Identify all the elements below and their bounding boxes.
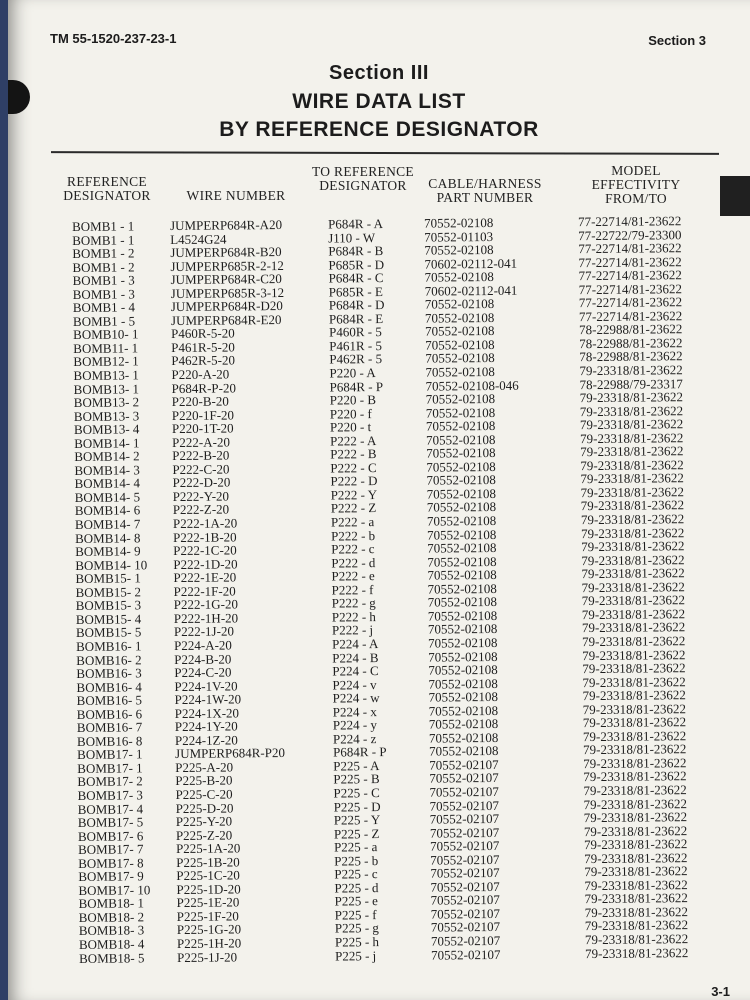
cable-harness-cell: 70552-02108	[427, 607, 498, 624]
model-effectivity-cell: 79-23318/81-23622	[583, 768, 687, 785]
cable-harness-cell: 70552-02107	[430, 851, 500, 868]
model-effectivity-cell: 79-23318/81-23622	[584, 917, 689, 934]
to-reference-designator-cell: P224 - C	[332, 663, 379, 679]
cable-harness-cell: 70552-02108	[427, 580, 497, 597]
model-effectivity-cell: 79-23318/81-23622	[584, 944, 689, 961]
reference-designator-cell: BOMB12- 1	[73, 353, 139, 370]
model-effectivity-cell: 79-23318/81-23622	[581, 605, 686, 622]
reference-designator-cell: BOMB18- 2	[78, 909, 145, 925]
cable-harness-cell: 70552-02108	[425, 336, 495, 353]
reference-designator-cell: BOMB14- 8	[74, 529, 141, 546]
model-effectivity-cell: 79-23318/81-23622	[579, 362, 683, 379]
to-reference-designator-cell: P684R - B	[328, 243, 384, 259]
model-effectivity-cell: 79-23318/81-23622	[582, 727, 687, 744]
cable-harness-cell: 70552-02107	[430, 932, 501, 949]
wire-number-cell: P222-D-20	[172, 474, 231, 491]
to-reference-designator-cell: P685R - D	[328, 256, 385, 273]
to-reference-designator-cell: P225 - C	[333, 785, 380, 801]
to-reference-designator-cell: P225 - j	[335, 947, 377, 964]
reference-designator-cell: BOMB17- 2	[77, 773, 143, 790]
cable-harness-cell: 70552-02108	[425, 350, 495, 367]
reference-designator-cell: BOMB16- 5	[76, 692, 143, 709]
cable-harness-cell: 70552-02108	[427, 621, 498, 638]
reference-designator-cell: BOMB17- 7	[77, 841, 144, 858]
cable-harness-cell: 70552-02108	[424, 309, 495, 326]
model-effectivity-cell: 79-23318/81-23622	[580, 484, 684, 501]
to-reference-designator-cell: P222 - j	[331, 622, 374, 638]
cable-harness-cell: 70552-02107	[429, 783, 499, 800]
wire-number-cell: P225-C-20	[175, 786, 233, 803]
reference-designator-cell: BOMB13- 2	[73, 394, 140, 411]
cable-harness-cell: 70552-02107	[430, 865, 500, 881]
model-effectivity-cell: 79-23318/81-23622	[584, 904, 689, 921]
reference-designator-cell: BOMB16- 7	[76, 719, 143, 736]
wire-number-cell: P222-B-20	[172, 447, 230, 464]
to-reference-designator-cell: P225 - h	[334, 934, 380, 950]
reference-designator-cell: BOMB17- 10	[78, 882, 151, 898]
cable-harness-cell: 70552-02108	[428, 675, 498, 692]
to-reference-designator-cell: J110 - W	[328, 229, 376, 246]
model-effectivity-cell: 79-23318/81-23622	[582, 660, 686, 677]
to-reference-designator-cell: P222 - B	[330, 446, 377, 462]
cable-harness-cell: 70552-02108	[428, 648, 498, 665]
model-effectivity-cell: 79-23318/81-23622	[580, 456, 684, 473]
cable-harness-cell: 70552-02107	[430, 905, 501, 922]
model-effectivity-cell: 79-23318/81-23622	[581, 592, 686, 609]
cable-harness-cell: 70552-02108-046	[425, 377, 519, 394]
to-reference-designator-cell: P461R - 5	[329, 337, 383, 354]
reference-designator-cell: BOMB17- 1	[77, 746, 143, 763]
wire-number-cell: P222-1D-20	[173, 556, 238, 572]
to-reference-designator-cell: P225 - g	[334, 920, 379, 936]
to-reference-designator-cell: P224 - y	[332, 717, 377, 733]
cable-harness-cell: 70552-02108	[427, 594, 498, 610]
reference-designator-cell: BOMB14- 1	[74, 435, 140, 451]
to-reference-designator-cell: P222 - A	[330, 432, 377, 449]
to-reference-designator-cell: P222 - f	[331, 581, 374, 598]
wire-number-cell: JUMPERP685R-2-12	[170, 257, 284, 274]
header-rule	[51, 151, 719, 155]
reference-designator-cell: BOMB14- 5	[74, 489, 141, 505]
model-effectivity-cell: 78-22988/81-23622	[579, 348, 683, 365]
wire-number-cell: JUMPERP684R-D20	[170, 298, 283, 315]
to-reference-designator-cell: P224 - v	[332, 676, 377, 693]
wire-number-cell: P462R-5-20	[171, 352, 235, 369]
manual-page	[8, 0, 750, 1000]
to-reference-designator-cell: P225 - A	[333, 757, 380, 774]
reference-designator-cell: BOMB17- 3	[77, 787, 143, 803]
cable-harness-cell: 70552-02108	[426, 445, 496, 461]
model-effectivity-cell: 79-23318/81-23622	[580, 443, 684, 460]
to-reference-designator-cell: P222 - Y	[330, 487, 378, 503]
to-reference-designator-cell: P225 - Y	[333, 812, 381, 828]
to-reference-designator-cell: P222 - Z	[330, 500, 377, 517]
to-reference-designator-cell: P220 - f	[329, 405, 372, 422]
cable-harness-cell: 70552-02107	[429, 797, 500, 814]
wire-number-cell: L4524G24	[170, 231, 227, 247]
reference-designator-cell: BOMB1 - 1	[71, 218, 135, 234]
cable-harness-cell: 70552-02108	[428, 729, 499, 746]
model-effectivity-cell: 79-23318/81-23622	[584, 931, 689, 948]
model-effectivity-cell: 79-23318/81-23622	[581, 619, 686, 636]
reference-designator-cell: BOMB1 - 3	[72, 286, 135, 302]
model-effectivity-cell: 77-22714/81-23622	[578, 267, 682, 284]
reference-designator-cell: BOMB14- 7	[74, 516, 141, 533]
column-header-model-effectivity: MODEL EFFECTIVITY FROM/TO	[591, 163, 681, 206]
model-effectivity-cell: 79-23318/81-23622	[581, 538, 685, 555]
column-header-reference-designator: REFERENCE DESIGNATOR	[63, 174, 151, 203]
wire-number-cell: P222-Z-20	[172, 501, 230, 518]
wire-number-cell: P225-B-20	[175, 772, 233, 789]
reference-designator-cell: BOMB17- 5	[77, 814, 144, 831]
model-effectivity-cell: 79-23318/81-23622	[584, 876, 688, 893]
wire-number-cell: JUMPERP684R-C20	[170, 271, 282, 288]
to-reference-designator-cell: P220 - B	[329, 392, 377, 408]
model-effectivity-cell: 79-23318/81-23622	[579, 402, 684, 419]
model-effectivity-cell: 79-23318/81-23622	[581, 551, 685, 568]
wire-number-cell: P222-1H-20	[173, 610, 239, 626]
section-label: Section 3	[648, 33, 706, 48]
cable-harness-cell: 70552-02108	[428, 716, 499, 732]
to-reference-designator-cell: P225 - a	[333, 839, 378, 855]
model-effectivity-cell: 79-23318/81-23622	[580, 497, 685, 514]
to-reference-designator-cell: P222 - a	[330, 514, 375, 530]
model-effectivity-cell: 78-22988/79-23317	[579, 375, 683, 392]
cable-harness-cell: 70552-02107	[430, 892, 500, 908]
wire-number-cell: P225-1E-20	[176, 894, 240, 911]
section-title: Section III	[329, 62, 429, 84]
reference-designator-cell: BOMB17- 9	[78, 868, 144, 885]
to-reference-designator-cell: P225 - D	[333, 798, 381, 815]
wire-number-cell: P225-1F-20	[176, 908, 239, 924]
reference-designator-cell: BOMB1 - 1	[72, 231, 135, 248]
reference-designator-cell: BOMB16- 3	[76, 665, 142, 682]
reference-designator-cell: BOMB18- 5	[79, 949, 145, 966]
to-reference-designator-cell: P222 - C	[330, 459, 377, 476]
model-effectivity-cell: 79-23318/81-23622	[581, 565, 685, 582]
reference-designator-cell: BOMB18- 1	[78, 895, 145, 912]
cable-harness-cell: 70552-02107	[430, 946, 501, 963]
model-effectivity-cell: 79-23318/81-23622	[584, 863, 688, 880]
wire-number-cell: P222-A-20	[172, 434, 230, 450]
reference-designator-cell: BOMB13- 3	[73, 408, 140, 424]
to-reference-designator-cell: P222 - b	[330, 527, 376, 544]
wire-number-cell: P224-1V-20	[174, 678, 238, 694]
cable-harness-cell: 70552-02108	[427, 567, 497, 583]
cable-harness-cell: 70552-02108	[428, 634, 498, 651]
to-reference-designator-cell: P222 - h	[331, 608, 376, 625]
cable-harness-cell: 70552-02108	[428, 702, 499, 719]
cable-harness-cell: 70552-02108	[429, 743, 499, 759]
to-reference-designator-cell: P225 - f	[334, 906, 377, 923]
wire-number-cell: JUMPERP684R-E20	[170, 311, 282, 328]
wire-number-cell: P222-Y-20	[172, 488, 230, 504]
to-reference-designator-cell: P684R - C	[328, 270, 384, 286]
wire-number-cell: P225-1B-20	[176, 854, 240, 870]
reference-designator-cell: BOMB16- 4	[76, 678, 142, 695]
cable-harness-cell: 70552-02107	[429, 770, 499, 787]
to-reference-designator-cell: P224 - B	[332, 649, 379, 666]
model-effectivity-cell: 79-23318/81-23622	[583, 809, 688, 826]
wire-number-cell: P225-A-20	[175, 759, 234, 775]
wire-number-cell: P224-1W-20	[174, 691, 242, 708]
reference-designator-cell: BOMB18- 4	[78, 936, 145, 952]
to-reference-designator-cell: P462R - 5	[329, 351, 383, 368]
wire-number-cell: P222-1C-20	[173, 542, 237, 559]
cable-harness-cell: 70552-02108	[426, 499, 497, 516]
cable-harness-cell: 70552-02108	[425, 418, 496, 434]
reference-designator-cell: BOMB14- 6	[74, 502, 141, 519]
wire-number-cell: P222-1B-20	[172, 529, 237, 545]
reference-designator-cell: BOMB13- 1	[73, 380, 140, 397]
model-effectivity-cell: 79-23318/81-23622	[581, 633, 686, 650]
to-reference-designator-cell: P460R - 5	[329, 324, 382, 340]
model-effectivity-cell: 79-23318/81-23622	[583, 795, 687, 812]
cable-harness-cell: 70552-02108	[425, 323, 495, 339]
wire-number-cell: P461R-5-20	[171, 339, 235, 355]
to-reference-designator-cell: P222 - c	[331, 541, 375, 557]
reference-designator-cell: BOMB17- 1	[77, 760, 143, 776]
to-reference-designator-cell: P684R - D	[328, 297, 385, 313]
reference-designator-cell: BOMB1 - 5	[72, 313, 136, 329]
reference-designator-cell: BOMB15- 2	[75, 584, 142, 600]
list-subtitle: BY REFERENCE DESIGNATOR	[219, 118, 539, 141]
page-number: 3-1	[711, 984, 730, 999]
cable-harness-cell: 70552-02108	[427, 553, 497, 570]
wire-number-cell: P222-1E-20	[173, 569, 237, 586]
cable-harness-cell: 70552-02108	[425, 391, 496, 407]
to-reference-designator-cell: P684R - P	[329, 378, 384, 395]
wire-number-cell: P225-1D-20	[176, 881, 241, 897]
reference-designator-cell: BOMB1 - 2	[72, 245, 135, 262]
list-title: WIRE DATA LIST	[292, 90, 466, 113]
cable-harness-cell: 70552-01103	[424, 228, 494, 245]
wire-number-cell: P220-A-20	[171, 366, 230, 383]
model-effectivity-cell: 77-22714/81-23622	[578, 294, 683, 311]
reference-designator-cell: BOMB1 - 4	[72, 299, 136, 316]
cable-harness-cell: 70552-02108	[426, 512, 497, 529]
to-reference-designator-cell: P224 - w	[332, 690, 380, 706]
to-reference-designator-cell: P225 - e	[334, 893, 378, 909]
to-reference-designator-cell: P225 - B	[333, 771, 380, 787]
wire-number-cell: P460R-5-20	[171, 325, 235, 342]
wire-number-cell: P684R-P-20	[171, 379, 236, 396]
reference-designator-cell: BOMB17- 8	[78, 855, 144, 871]
model-effectivity-cell: 77-22714/81-23622	[578, 240, 682, 257]
to-reference-designator-cell: P224 - z	[332, 730, 377, 747]
wire-number-cell: P225-D-20	[175, 799, 234, 816]
reference-designator-cell: BOMB16- 2	[76, 651, 142, 668]
wire-number-cell: P222-1A-20	[172, 515, 238, 532]
cable-harness-cell: 70552-02108	[426, 472, 496, 488]
reference-designator-cell: BOMB14- 3	[74, 462, 140, 478]
cable-harness-cell: 70552-02108	[425, 363, 495, 380]
model-effectivity-cell: 79-23318/81-23622	[582, 700, 687, 717]
cable-harness-cell: 70552-02108	[426, 485, 497, 502]
wire-number-cell: P222-1F-20	[173, 583, 236, 599]
cable-harness-cell: 70602-02112-041	[424, 255, 518, 272]
wire-number-cell: P224-B-20	[174, 650, 232, 667]
reference-designator-cell: BOMB15- 4	[75, 611, 142, 627]
wire-number-cell: P225-1A-20	[175, 840, 241, 857]
wire-number-cell: JUMPERP684R-P20	[175, 745, 286, 762]
wire-number-cell: P225-Y-20	[175, 813, 233, 830]
cable-harness-cell: 70552-02107	[430, 919, 501, 936]
model-effectivity-cell: 79-23318/81-23622	[580, 429, 684, 446]
to-reference-designator-cell: P222 - D	[330, 473, 378, 489]
cable-harness-cell: 70602-02112-041	[424, 282, 518, 299]
model-effectivity-cell: 79-23318/81-23622	[584, 890, 688, 907]
cable-harness-cell: 70552-02108	[428, 689, 499, 705]
wire-data-table	[72, 214, 729, 965]
to-reference-designator-cell: P222 - g	[331, 595, 376, 611]
wire-number-cell: P225-Z-20	[175, 827, 233, 843]
reference-designator-cell: BOMB18- 3	[78, 922, 145, 939]
wire-number-cell: P224-1Z-20	[174, 732, 238, 748]
reference-designator-cell: BOMB13- 1	[73, 367, 139, 384]
cable-harness-cell: 70552-02108	[427, 540, 497, 556]
cable-harness-cell: 70552-02108	[426, 526, 497, 543]
wire-number-cell: P224-1X-20	[174, 705, 240, 721]
cable-harness-cell: 70552-02107	[429, 756, 499, 773]
model-effectivity-cell: 79-23318/81-23622	[583, 782, 687, 799]
reference-designator-cell: BOMB15- 1	[75, 570, 141, 587]
model-effectivity-cell: 79-23318/81-23622	[583, 741, 687, 758]
wire-number-cell: P220-1F-20	[171, 407, 235, 423]
column-header-to-reference-designator: TO REFERENCE DESIGNATOR	[312, 164, 414, 193]
model-effectivity-cell: 79-23318/81-23622	[582, 714, 687, 731]
model-effectivity-cell: 79-23318/81-23622	[581, 578, 685, 595]
section-tab-marker	[720, 176, 750, 216]
model-effectivity-cell: 79-23318/81-23622	[583, 822, 688, 839]
to-reference-designator-cell: P225 - b	[334, 852, 379, 869]
cable-harness-cell: 70552-02108	[424, 269, 494, 285]
model-effectivity-cell: 77-22722/79-23300	[578, 226, 682, 243]
to-reference-designator-cell: P220 - A	[329, 365, 376, 381]
cable-harness-cell: 70552-02107	[429, 810, 500, 827]
to-reference-designator-cell: P224 - A	[332, 636, 379, 652]
reference-designator-cell: BOMB16- 1	[76, 638, 142, 654]
model-effectivity-cell: 77-22714/81-23622	[578, 253, 682, 270]
model-effectivity-cell: 78-22988/81-23622	[579, 321, 683, 338]
reference-designator-cell: BOMB16- 6	[76, 706, 143, 722]
wire-number-cell: JUMPERP684R-A20	[169, 216, 283, 234]
reference-designator-cell: BOMB16- 8	[76, 733, 143, 749]
model-effectivity-cell: 79-23318/81-23622	[580, 511, 685, 528]
to-reference-designator-cell: P685R - E	[328, 283, 383, 300]
wire-number-cell: P220-1T-20	[171, 420, 234, 437]
to-reference-designator-cell: P225 - d	[334, 879, 379, 896]
column-header-cable-harness: CABLE/HARNESS PART NUMBER	[428, 176, 542, 205]
wire-number-cell: P225-1G-20	[176, 921, 242, 938]
reference-designator-cell: BOMB10- 1	[73, 326, 139, 343]
wire-number-cell: P222-C-20	[172, 461, 230, 477]
model-effectivity-cell: 79-23318/81-23622	[582, 687, 686, 704]
reference-designator-cell: BOMB15- 3	[75, 597, 142, 614]
wire-number-cell: P225-1H-20	[176, 935, 242, 952]
model-effectivity-cell: 79-23318/81-23622	[583, 836, 688, 853]
wire-number-cell: P225-1C-20	[176, 867, 240, 884]
model-effectivity-cell: 79-23318/81-23622	[580, 470, 684, 487]
to-reference-designator-cell: P224 - x	[332, 703, 377, 720]
model-effectivity-cell: 77-22714/81-23622	[577, 213, 682, 230]
model-effectivity-cell: 79-23318/81-23622	[583, 755, 687, 771]
cable-harness-cell: 70552-02107	[429, 824, 500, 841]
wire-number-cell: P225-1J-20	[177, 948, 238, 965]
model-effectivity-cell: 79-23318/81-23622	[579, 416, 684, 433]
column-header-wire-number: WIRE NUMBER	[186, 188, 286, 203]
model-effectivity-cell: 79-23318/81-23622	[584, 849, 688, 866]
cable-harness-cell: 70552-02108	[426, 431, 496, 448]
cable-harness-cell: 70552-02108	[426, 458, 496, 475]
model-effectivity-cell: 79-23318/81-23622	[580, 524, 685, 541]
wire-number-cell: P224-A-20	[174, 637, 232, 653]
wire-number-cell: JUMPERP684R-B20	[170, 244, 282, 261]
reference-designator-cell: BOMB14- 9	[75, 543, 141, 560]
tm-number: TM 55-1520-237-23-1	[50, 31, 177, 46]
model-effectivity-cell: 79-23318/81-23622	[579, 389, 684, 406]
to-reference-designator-cell: P220 - t	[329, 419, 372, 435]
reference-designator-cell: BOMB11- 1	[73, 340, 139, 356]
wire-number-cell: P224-1Y-20	[174, 718, 238, 735]
wire-number-cell: P222-1G-20	[173, 596, 239, 613]
reference-designator-cell: BOMB17- 6	[77, 827, 144, 844]
to-reference-designator-cell: P684R - A	[327, 216, 384, 232]
reference-designator-cell: BOMB1 - 3	[72, 272, 135, 289]
to-reference-designator-cell: P222 - e	[331, 568, 375, 584]
cable-harness-cell: 70552-02107	[430, 878, 500, 895]
wire-number-cell: P224-C-20	[174, 664, 232, 681]
to-reference-designator-cell: P225 - c	[334, 866, 378, 882]
model-effectivity-cell: 79-23318/81-23622	[582, 646, 686, 663]
wire-number-cell: P222-1J-20	[173, 623, 234, 640]
reference-designator-cell: BOMB15- 5	[75, 624, 142, 641]
cable-harness-cell: 70552-02108	[424, 296, 495, 312]
reference-designator-cell: BOMB17- 4	[77, 800, 144, 817]
reference-designator-cell: BOMB14- 2	[74, 448, 140, 465]
reference-designator-cell: BOMB14- 10	[75, 556, 148, 573]
to-reference-designator-cell: P684R - P	[333, 744, 387, 760]
cable-harness-cell: 70552-02108	[428, 661, 498, 678]
model-effectivity-cell: 79-23318/81-23622	[582, 673, 686, 690]
reference-designator-cell: BOMB13- 4	[73, 421, 140, 438]
cable-harness-cell: 70552-02108	[423, 214, 494, 231]
cable-harness-cell: 70552-02107	[429, 838, 500, 854]
cable-harness-cell: 70552-02108	[425, 404, 496, 421]
reference-designator-cell: BOMB14- 4	[74, 475, 140, 492]
to-reference-designator-cell: P222 - d	[331, 554, 376, 571]
wire-number-cell: P220-B-20	[171, 393, 229, 410]
to-reference-designator-cell: P225 - Z	[333, 825, 380, 842]
model-effectivity-cell: 77-22714/81-23622	[578, 280, 683, 297]
wire-number-cell: JUMPERP685R-3-12	[170, 284, 285, 301]
model-effectivity-cell: 78-22988/81-23622	[579, 335, 683, 352]
model-effectivity-cell: 77-22714/81-23622	[578, 307, 683, 324]
to-reference-designator-cell: P684R - E	[328, 310, 384, 327]
cable-harness-cell: 70552-02108	[424, 242, 494, 258]
reference-designator-cell: BOMB1 - 2	[72, 259, 135, 275]
